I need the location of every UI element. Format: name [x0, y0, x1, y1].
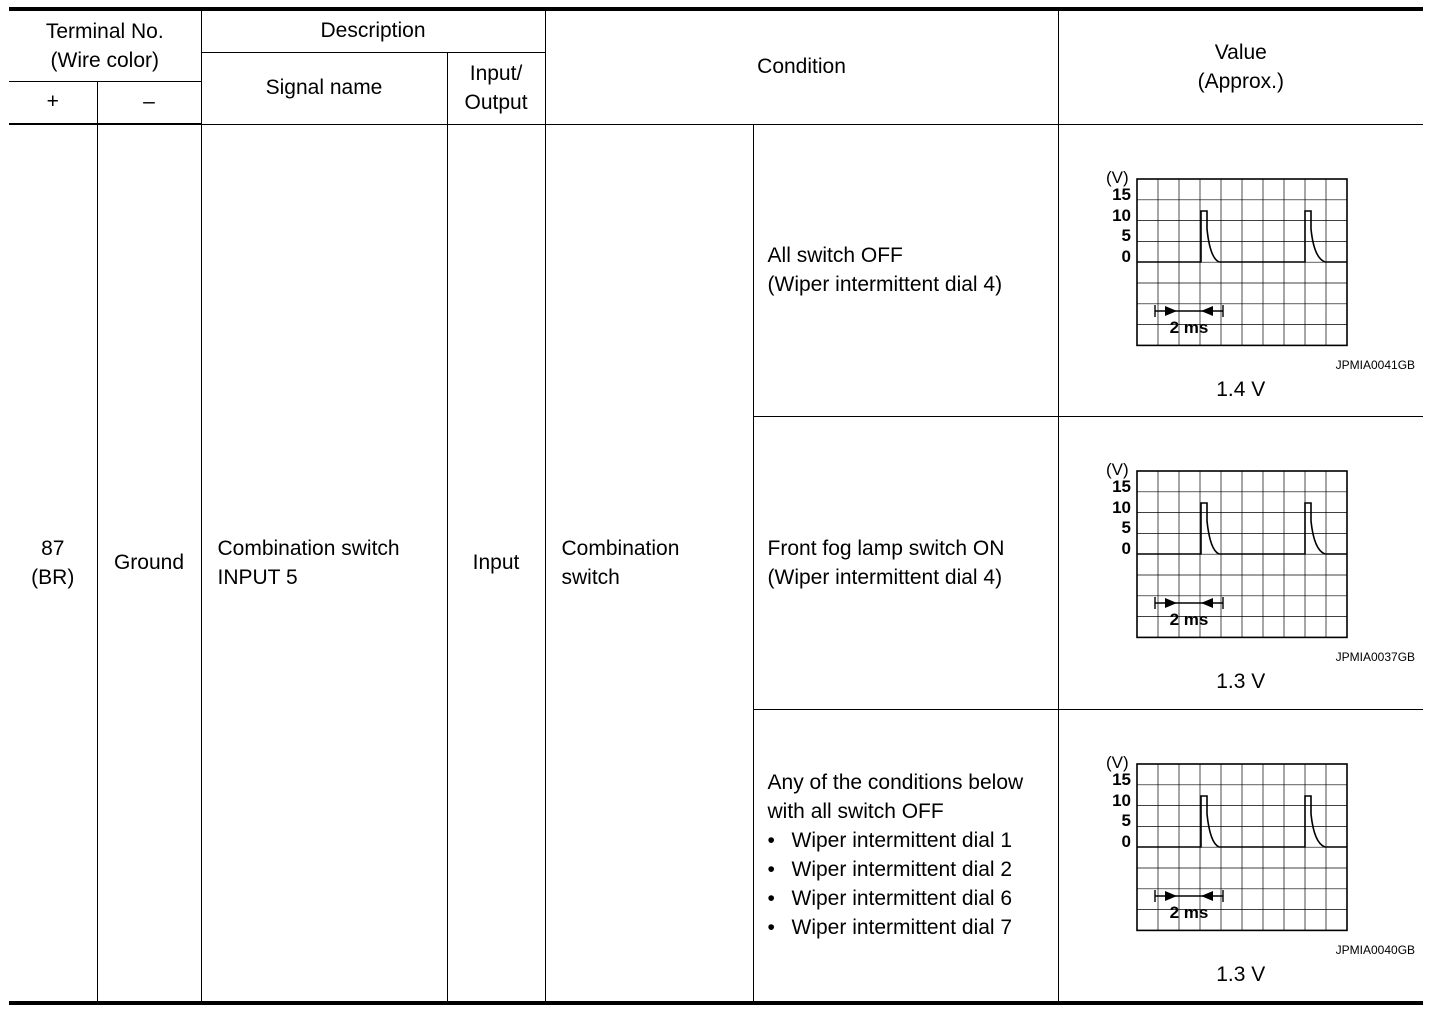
waveform-figure — [1101, 752, 1351, 932]
value-cell-1 — [1058, 124, 1423, 416]
figure-code-3: JPMIA0040GB — [1335, 942, 1416, 957]
condition-3-bullet-2: • Wiper intermittent dial 2 — [767, 858, 1013, 881]
y-tick-label: 10 — [1111, 498, 1131, 517]
terminal-no-label: Terminal No. — [45, 19, 164, 43]
condition-header: Condition — [545, 9, 1058, 124]
unit-label: (V) — [1105, 460, 1129, 479]
condition-main-line-2: switch — [561, 565, 620, 589]
wire-color-label: (Wire color) — [50, 48, 159, 72]
waveform-figure — [1101, 459, 1351, 639]
condition-3-line-1: Any of the conditions below — [767, 771, 1024, 794]
input-output-header — [447, 52, 545, 124]
condition-cell-3 — [753, 709, 1058, 1003]
waveform-figure — [1101, 167, 1351, 347]
terminal-no-header — [9, 9, 201, 81]
condition-cell-2 — [753, 416, 1058, 709]
terminal-plus-cell — [9, 124, 97, 1003]
plus-header: + — [9, 81, 97, 124]
unit-label: (V) — [1105, 167, 1129, 187]
y-tick-label: 5 — [1121, 810, 1131, 830]
condition-3-bullet-1: • Wiper intermittent dial 1 — [767, 829, 1013, 852]
condition-cell-1 — [753, 124, 1058, 416]
value-2 — [1059, 417, 1424, 708]
y-tick-label: 15 — [1111, 184, 1131, 204]
voltage-value-2: 1.3 V — [1216, 670, 1266, 693]
y-tick-label: 0 — [1121, 539, 1131, 558]
y-tick-label: 15 — [1111, 477, 1131, 496]
unit-label: (V) — [1105, 752, 1129, 772]
value-cell-2 — [1058, 416, 1423, 709]
terminal-spec-table — [9, 7, 1423, 1005]
input-output-label-2: Output — [464, 91, 528, 114]
terminal-wire-color: (BR) — [31, 565, 75, 589]
condition-2-line-1: Front fog lamp switch ON — [767, 536, 1005, 560]
minus-header: – — [97, 81, 201, 124]
signal-name-header: Signal name — [201, 52, 447, 124]
voltage-value-3: 1.3 V — [1216, 962, 1266, 986]
terminal-number: 87 — [41, 536, 65, 560]
signal-name-line-2: INPUT 5 — [217, 565, 298, 589]
figure-code-1: JPMIA0041GB — [1335, 357, 1416, 372]
condition-1-line-1: All switch OFF — [767, 244, 903, 267]
input-output-cell: Input — [447, 124, 545, 1003]
input-output-label-1: Input/ — [469, 62, 523, 85]
signal-name-cell — [201, 124, 447, 1003]
voltage-value-1: 1.4 V — [1216, 377, 1266, 401]
y-tick-label: 0 — [1121, 831, 1131, 851]
y-tick-label: 15 — [1111, 769, 1131, 789]
time-scale-label: 2 ms — [1169, 317, 1208, 337]
value-cell-3 — [1058, 709, 1423, 1003]
y-tick-label: 0 — [1121, 246, 1131, 266]
y-tick-label: 5 — [1121, 518, 1131, 537]
value-label: Value — [1214, 41, 1267, 65]
value-header — [1058, 9, 1423, 124]
figure-code-2: JPMIA0037GB — [1335, 650, 1416, 664]
condition-main-cell — [545, 124, 753, 1003]
terminal-minus-cell: Ground — [97, 124, 201, 1003]
value-3 — [1059, 710, 1424, 1001]
condition-2-line-2: (Wiper intermittent dial 4) — [767, 565, 1003, 589]
description-header: Description — [201, 9, 545, 52]
y-tick-label: 10 — [1111, 205, 1131, 225]
condition-1-line-2: (Wiper intermittent dial 4) — [767, 273, 1003, 296]
condition-3-bullet-4: • Wiper intermittent dial 7 — [767, 916, 1013, 939]
time-scale-label: 2 ms — [1169, 610, 1208, 629]
condition-main-line-1: Combination — [561, 536, 680, 560]
approx-label: (Approx.) — [1197, 70, 1284, 94]
time-scale-label: 2 ms — [1169, 902, 1208, 922]
y-tick-label: 10 — [1111, 790, 1131, 810]
value-1 — [1059, 125, 1424, 416]
condition-3-line-2: with all switch OFF — [767, 800, 944, 823]
condition-3-bullet-3: • Wiper intermittent dial 6 — [767, 887, 1013, 910]
signal-name-line-1: Combination switch — [217, 536, 400, 560]
y-tick-label: 5 — [1121, 225, 1131, 245]
